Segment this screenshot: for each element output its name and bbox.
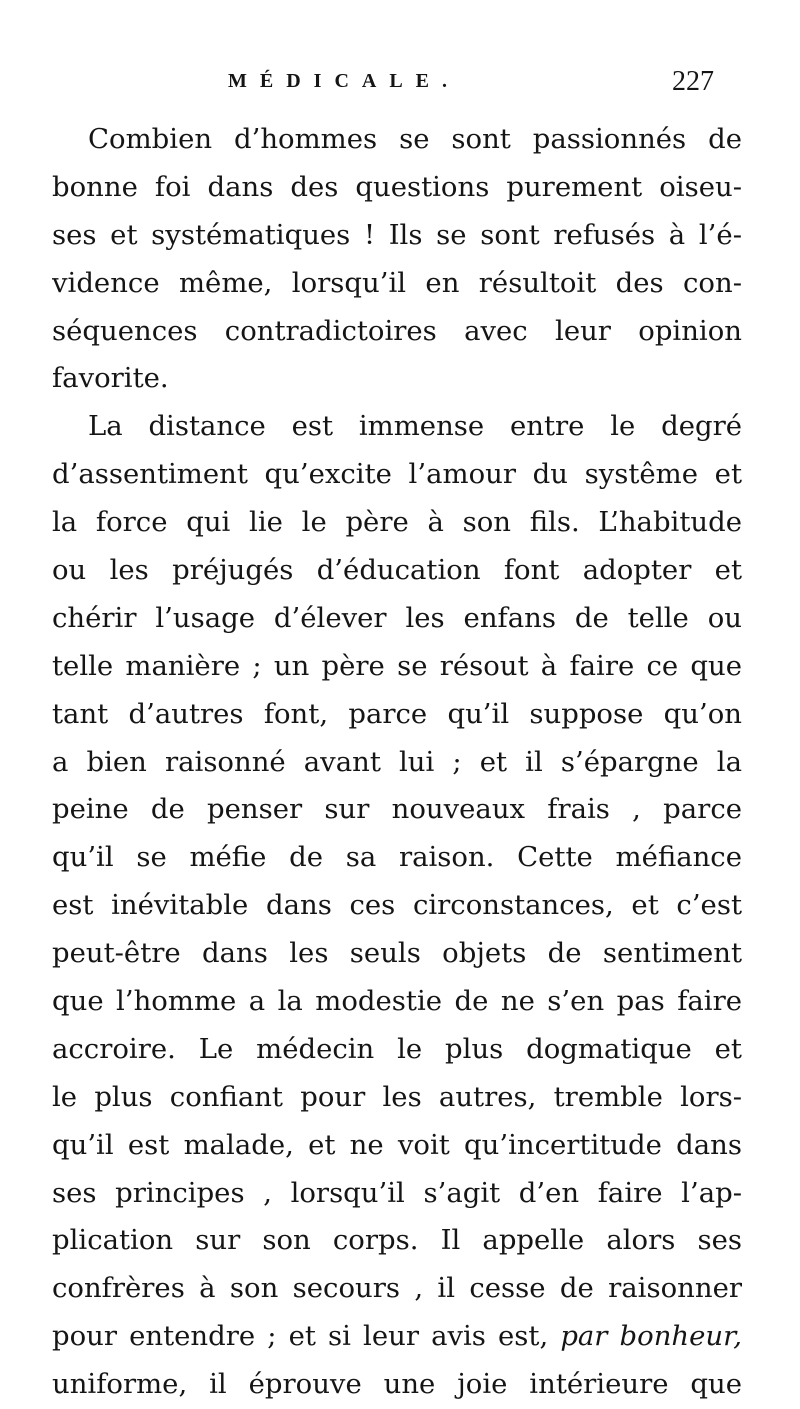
text-line: peine de penser sur nouveaux frais , parce: [52, 793, 742, 826]
page-number: 227: [672, 66, 714, 97]
text-line: bonne foi dans des questions purement oiseu-: [52, 170, 742, 203]
body-text: [52, 116, 742, 1409]
text-line: qu’il se méfie de sa raison. Cette méfiance: [52, 841, 742, 874]
text-line: favorite.: [52, 362, 169, 395]
text-line: peut-être dans les seuls objets de sentiment: [52, 937, 742, 970]
text-line: accroire. Le médecin le plus dogmatique et: [52, 1032, 742, 1065]
text-line: Combien d’hommes se sont passionnés de: [88, 123, 742, 155]
text-line: qu’il est malade, et ne voit qu’incertitude dans: [52, 1128, 742, 1161]
text-line: telle manière ; un père se résout à faire ce que: [52, 649, 742, 682]
text-line: La distance est immense entre le degré: [88, 410, 742, 443]
paragraph-2: [52, 403, 742, 1409]
text-line: ses et systématiques ! Ils se sont refusés à l’é-: [52, 218, 742, 251]
text-line: d’assentiment qu’excite l’amour du systême et: [52, 458, 742, 491]
text-line: confrères à son secours , il cesse de raisonner: [52, 1272, 742, 1305]
text-line: le plus confiant pour les autres, tremble lors-: [52, 1080, 742, 1113]
text-line: a bien raisonné avant lui ; et il s’épargne la: [52, 745, 742, 778]
running-title: MÉDICALE.: [228, 70, 461, 92]
text-line: chérir l’usage d’élever les enfans de telle ou: [52, 601, 742, 634]
text-line: vidence même, lorsqu’il en résultoit des con-: [52, 266, 742, 299]
text-line: que l’homme a la modestie de ne s’en pas faire: [52, 985, 742, 1018]
text-line: tant d’autres font, parce qu’il suppose qu’on: [52, 697, 742, 730]
text-segment: pour entendre ; et si leur avis est,: [52, 1320, 549, 1353]
paragraph-1: [52, 116, 742, 403]
text-line: est inévitable dans ces circonstances, et c’est: [52, 889, 742, 922]
page-header: [0, 66, 800, 104]
text-line: la force qui lie le père à son fils. L’habitude: [52, 506, 742, 539]
text-line: séquences contradictoires avec leur opinion: [52, 314, 742, 347]
text-line: uniforme, il éprouve une joie intérieure que: [52, 1368, 742, 1401]
text-line: plication sur son corps. Il appelle alors ses: [52, 1224, 742, 1257]
italic-phrase: par bonheur,: [560, 1320, 742, 1353]
text-line: ou les préjugés d’éducation font adopter et: [52, 554, 742, 587]
text-line-with-italic: [52, 1313, 742, 1361]
text-line: ses principes , lorsqu’il s’agit d’en faire l’ap-: [52, 1176, 742, 1209]
